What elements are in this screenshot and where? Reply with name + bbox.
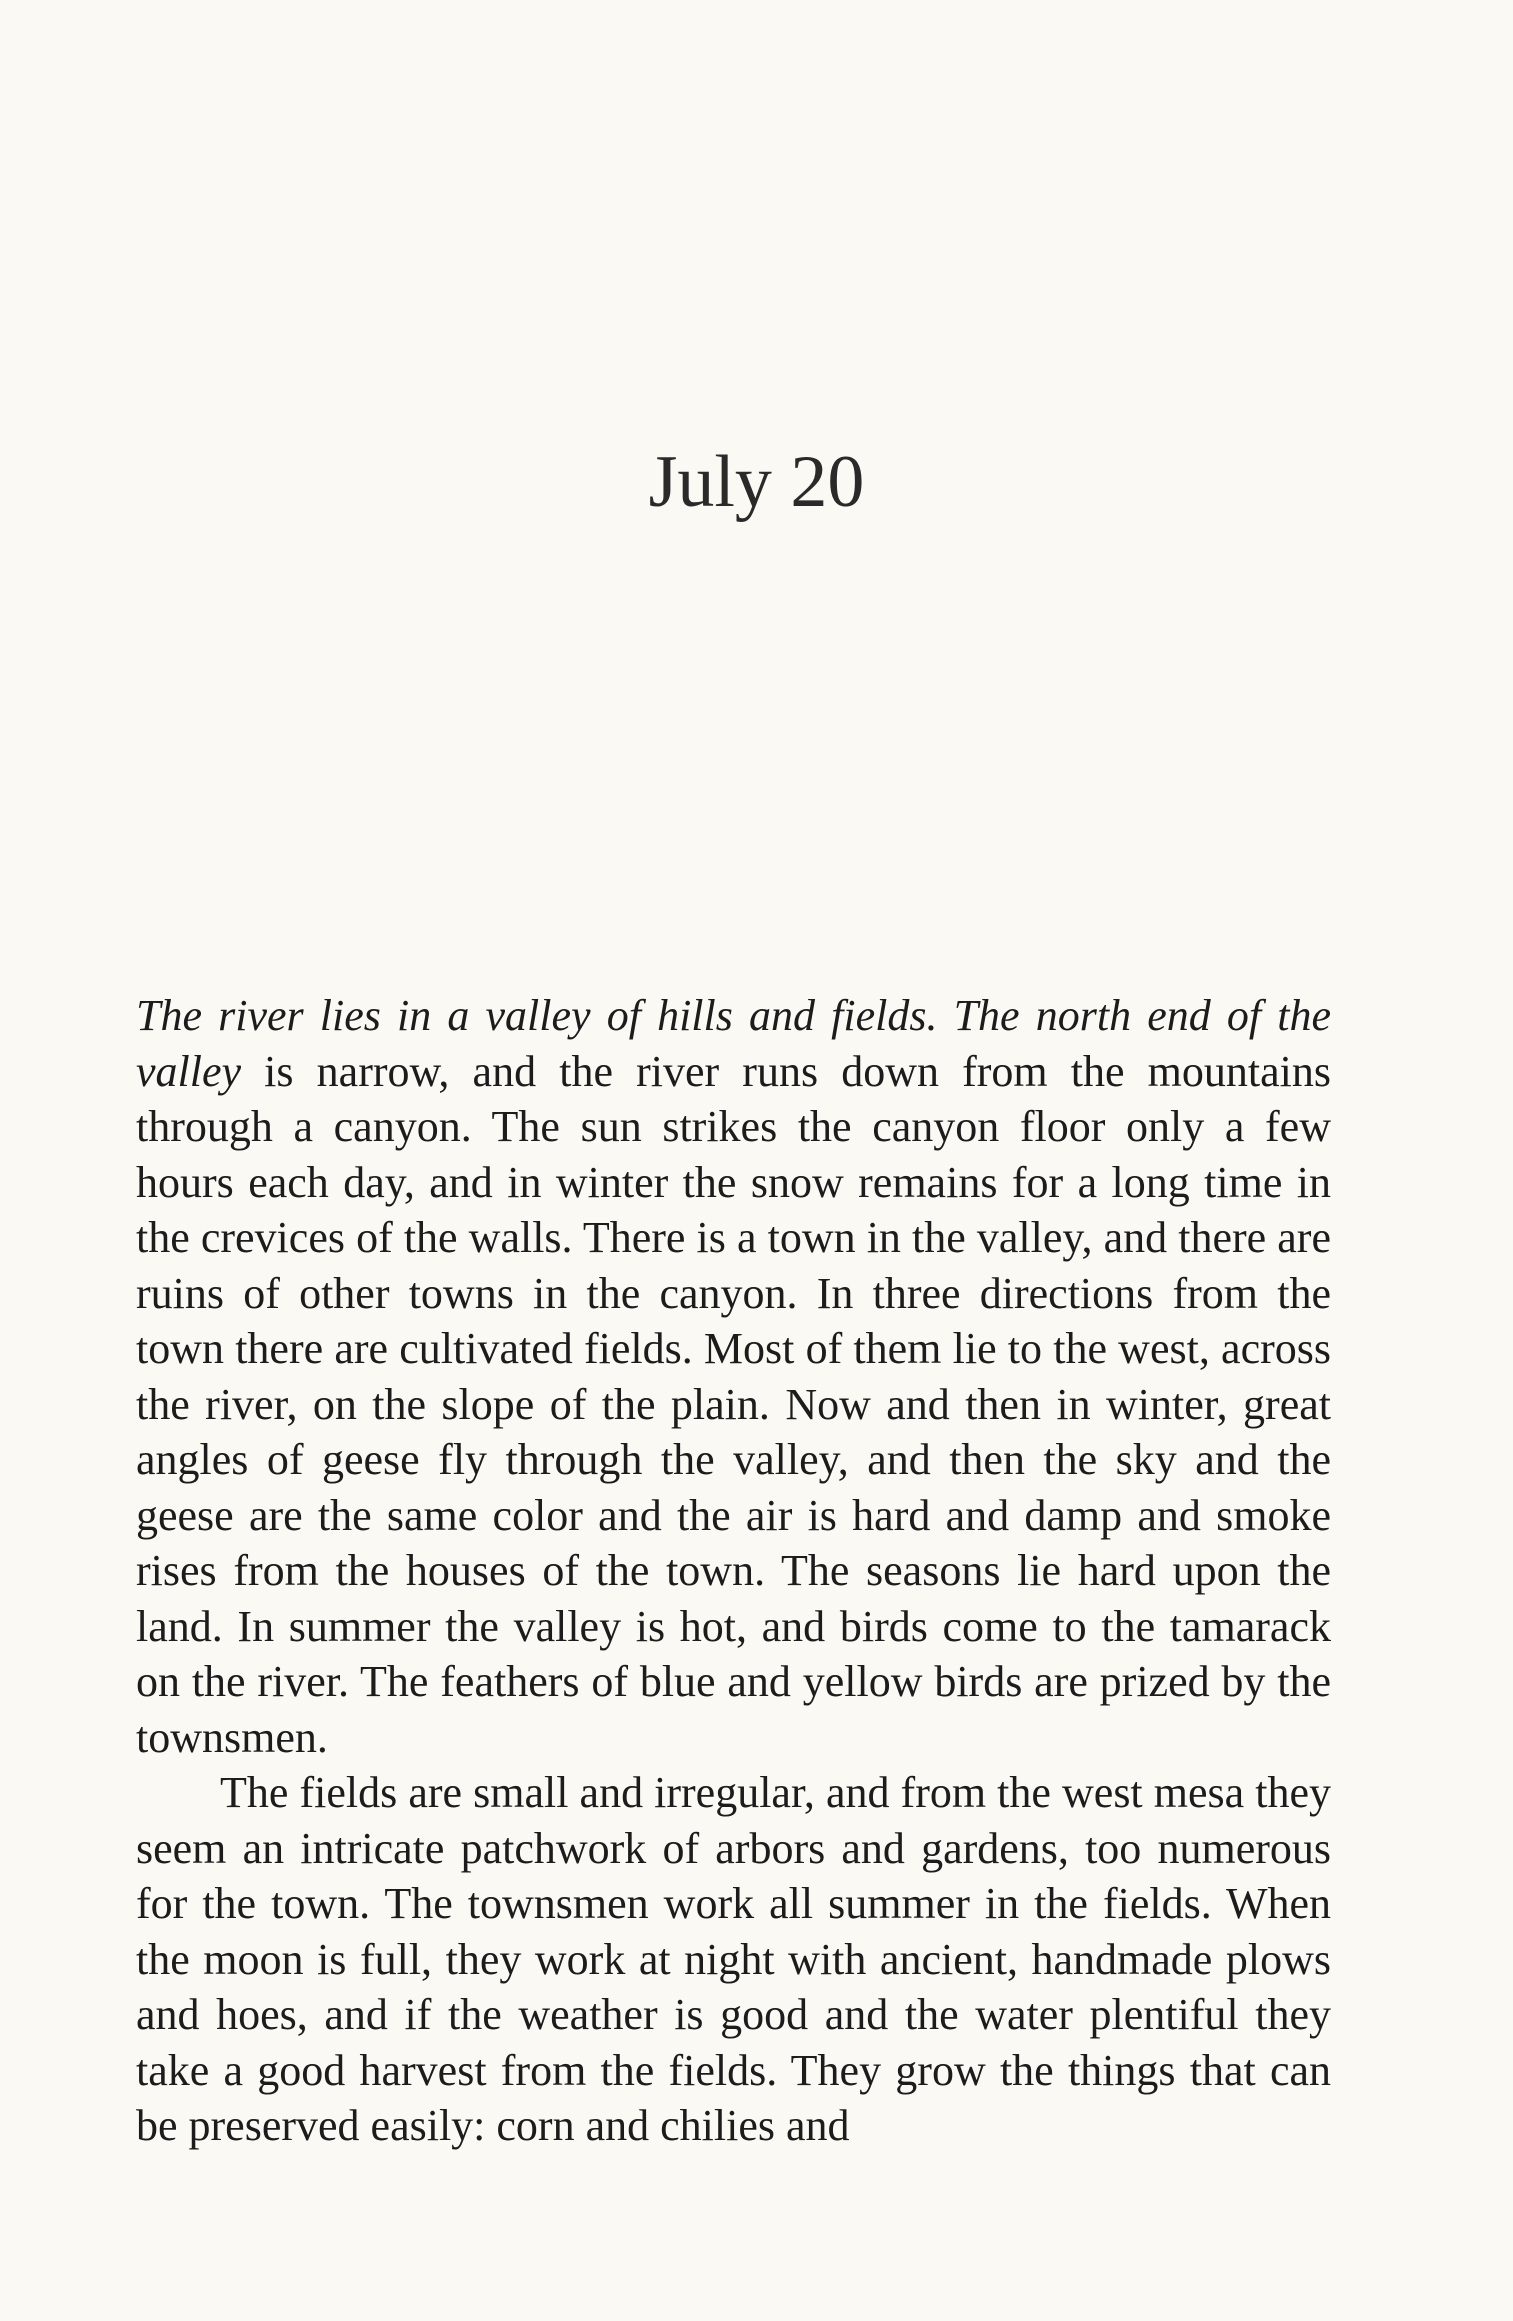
- italic-lead-in: The river lies in a valley of hills and fields. The north end of the valley: [136, 991, 1331, 1096]
- chapter-title: July 20: [648, 441, 865, 523]
- paragraph-text: is narrow, and the river runs down from the mountains through a canyon. The sun strikes the canyon floor only a few hours each day, and in winter the snow remains for a long time in the crevices of the walls. There is a town in the valley, and there are ruins of other towns in the canyon. In three directions from the town there are cultivated fields. Most of them lie to the west, across the river, on the slope of the plain. Now and then in winter, great angles of geese fly through the valley, and then the sky and the geese are the same color and the air is hard and damp and smoke rises from the houses of the town. The seasons lie hard upon the land. In summer the valley is hot, and birds come to the tamarack on the river. The feathers of blue and yellow birds are prized by the townsmen.: [136, 1046, 1331, 1762]
- paragraph: [136, 988, 1331, 1765]
- body-text: [136, 988, 1331, 2154]
- paragraph: [136, 1765, 1331, 2154]
- paragraph-text: The fields are small and irregular, and from the west mesa they seem an intricate patchwork of arbors and gardens, too numerous for the town. The townsmen work all summer in the fields. When the moon is full, they work at night with ancient, handmade plows and hoes, and if the weather is good and the water plentiful they take a good harvest from the fields. They grow the things that can be preserved easily: corn and chilies and: [136, 1768, 1331, 2150]
